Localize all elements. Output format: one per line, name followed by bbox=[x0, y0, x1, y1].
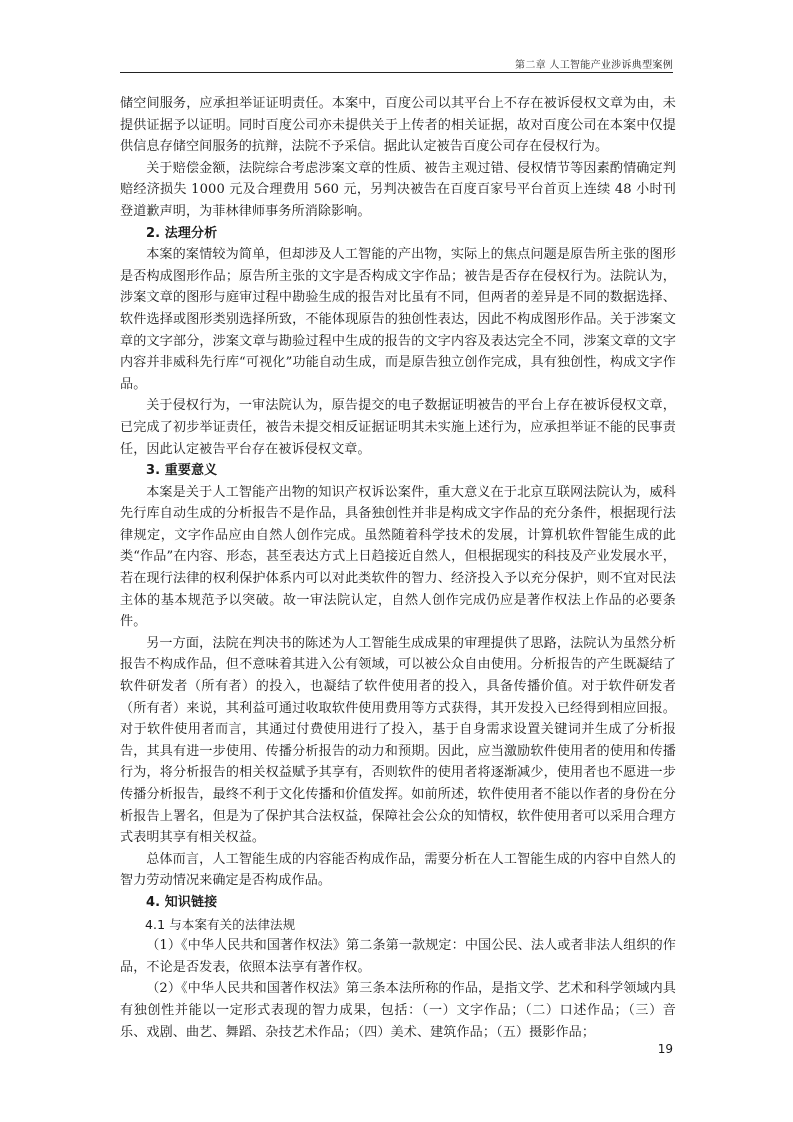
body-paragraph: 关于侵权行为，一审法院认为，原告提交的电子数据证明被告的平台上存在被诉侵权文章，已完成了初步举证责任，被告未提交相反证据证明其未实施上述行为，应承担举证不能的民事责任，因此认定被告平台存在被诉侵权文章。 bbox=[120, 398, 676, 457]
body-paragraph: （1）《中华人民共和国著作权法》第二条第一款规定：中国公民、法人或者非法人组织的作品，不论是否发表，依照本法享有著作权。 bbox=[120, 938, 676, 975]
body-paragraph: 总体而言，人工智能生成的内容能否构成作品，需要分析在人工智能生成的内容中自然人的智力劳动情况来确定是否构成作品。 bbox=[120, 851, 676, 889]
section-heading: 3. 重要意义 bbox=[146, 463, 218, 479]
body-paragraph: 本案的案情较为简单，但却涉及人工智能的产出物，实际上的焦点问题是原告所主张的图形是否构成图形作品；原告所主张的文字是否构成文字作品；被告是否存在侵权行为。法院认为，涉案文章的图形与庭审过程中勘验生成的报告对比虽有不同，但两者的差异是不同的数据选择、软件选择或图形类别选择所致，不能体现原告的独创性表达，因此不构成图形作品。关于涉案文章的文字部分，涉案文章与勘验过程中生成的报告的文字内容及表达完全不同，涉案文章的文字内容并非威科先行库“可视化”功能自动生成，而是原告独立创作完成，具有独创性，构成文字作品。 bbox=[120, 247, 676, 392]
body-paragraph: 本案是关于人工智能产出物的知识产权诉讼案件，重大意义在于北京互联网法院认为，威科先行库自动生成的分析报告不是作品，具备独创性并非是构成文字作品的充分条件，根据现行法律规定，文字作品应由自然人创作完成。虽然随着科学技术的发展，计算机软件智能生成的此类“作品”在内容、形态，甚至表达方式上日趋接近自然人，但根据现实的科技及产业发展水平，若在现行法律的权利保护体系内可以对此类软件的智力、经济投入予以充分保护，则不宜对民法主体的基本规范予以突破。故一审法院认定，自然人创作完成仍应是著作权法上作品的必要条件。 bbox=[120, 484, 676, 630]
section-heading: 4. 知识链接 bbox=[146, 894, 218, 910]
body-paragraph: 关于赔偿金额，法院综合考虑涉案文章的性质、被告主观过错、侵权情节等因素酌情确定判赔经济损失 1000 元及合理费用 560 元，另判决被告在百度百家号平台首页上连续 48 小时刊登道歉声明，为菲林律师事务所消除影响。 bbox=[120, 160, 676, 219]
body-paragraph: 另一方面，法院在判决书的陈述为人工智能生成成果的审理提供了思路，法院认为虽然分析报告不构成作品，但不意味着其进入公有领域，可以被公众自由使用。分析报告的产生既凝结了软件研发者（所有者）的投入，也凝结了软件使用者的投入，具备传播价值。对于软件研发者（所有者）来说，其利益可通过收取软件使用费用等方式获得，其开发投入已经得到相应回报。对于软件使用者而言，其通过付费使用进行了投入，基于自身需求设置关键词并生成了分析报告，其具有进一步使用、传播分析报告的动力和预期。因此，应当激励软件使用者的使用和传播行为，将分析报告的相关权益赋予其享有，否则软件的使用者将逐渐减少，使用者也不愿进一步传播分析报告，最终不利于文化传播和价值发挥。如前所述，软件使用者不能以作者的身份在分析报告上署名，但是为了保护其合法权益，保障社会公众的知情权，软件使用者可以采用合理方式表明其享有相关权益。 bbox=[120, 635, 676, 846]
running-header: 第二章 人工智能产业涉诉典型案例 bbox=[515, 60, 673, 71]
page-body bbox=[120, 93, 676, 1043]
subsection-heading: 4.1 与本案有关的法律法规 bbox=[145, 916, 296, 932]
body-paragraph: 储空间服务，应承担举证证明责任。本案中，百度公司以其平台上不存在被诉侵权文章为由，未提供证据予以证明。同时百度公司亦未提供关于上传者的相关证据，故对百度公司在本案中仅提供信息存储空间服务的抗辩，法院不予采信。据此认定被告百度公司存在侵权行为。 bbox=[120, 96, 676, 155]
body-paragraph: （2）《中华人民共和国著作权法》第三条本法所称的作品，是指文学、艺术和科学领域内具有独创性并能以一定形式表现的智力成果，包括：（一）文字作品；（二）口述作品；（三）音乐、戏剧、曲艺、舞蹈、杂技艺术作品；（四）美术、建筑作品；（五）摄影作品； bbox=[120, 981, 676, 1040]
section-heading: 2. 法理分析 bbox=[146, 225, 218, 241]
header-divider bbox=[120, 72, 673, 73]
page-number: 19 bbox=[657, 1042, 673, 1056]
